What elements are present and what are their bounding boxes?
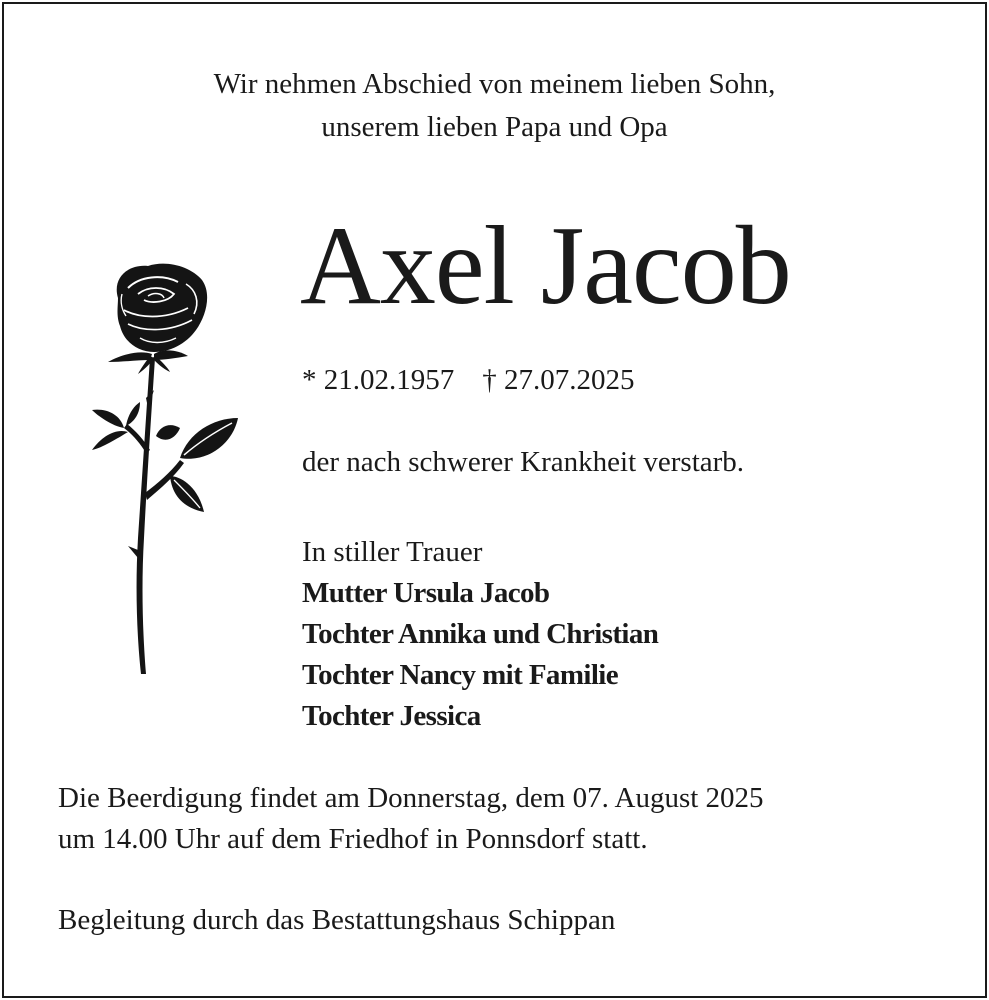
intro-line-1: Wir nehmen Abschied von meinem lieben Sohn,: [213, 68, 776, 100]
cause-of-death: der nach schwerer Krankheit verstarb.: [302, 446, 745, 478]
mourner-name: Tochter Jessica: [302, 700, 481, 732]
birth-date: * 21.02.1957: [302, 364, 455, 396]
intro-text: [0, 63, 989, 149]
life-dates: [302, 360, 635, 400]
mourners-heading: In stiller Trauer: [302, 536, 483, 568]
mourner-name: Mutter Ursula Jacob: [302, 577, 550, 609]
deceased-name: Axel Jacob: [300, 204, 791, 328]
mourner-name: Tochter Annika und Christian: [302, 618, 659, 650]
death-date: † 27.07.2025: [482, 364, 635, 396]
funeral-line-2: um 14.00 Uhr auf dem Friedhof in Ponnsdorf statt.: [58, 823, 648, 855]
undertaker-credit: Begleitung durch das Bestattungshaus Schippan: [58, 904, 616, 936]
mourners-block: [302, 532, 658, 737]
mourner-name: Tochter Nancy mit Familie: [302, 659, 619, 691]
funeral-line-1: Die Beerdigung findet am Donnerstag, dem 07. August 2025: [58, 782, 764, 814]
rose-icon: [88, 258, 248, 678]
funeral-info: [58, 778, 764, 860]
intro-line-2: unserem lieben Papa und Opa: [321, 111, 668, 143]
